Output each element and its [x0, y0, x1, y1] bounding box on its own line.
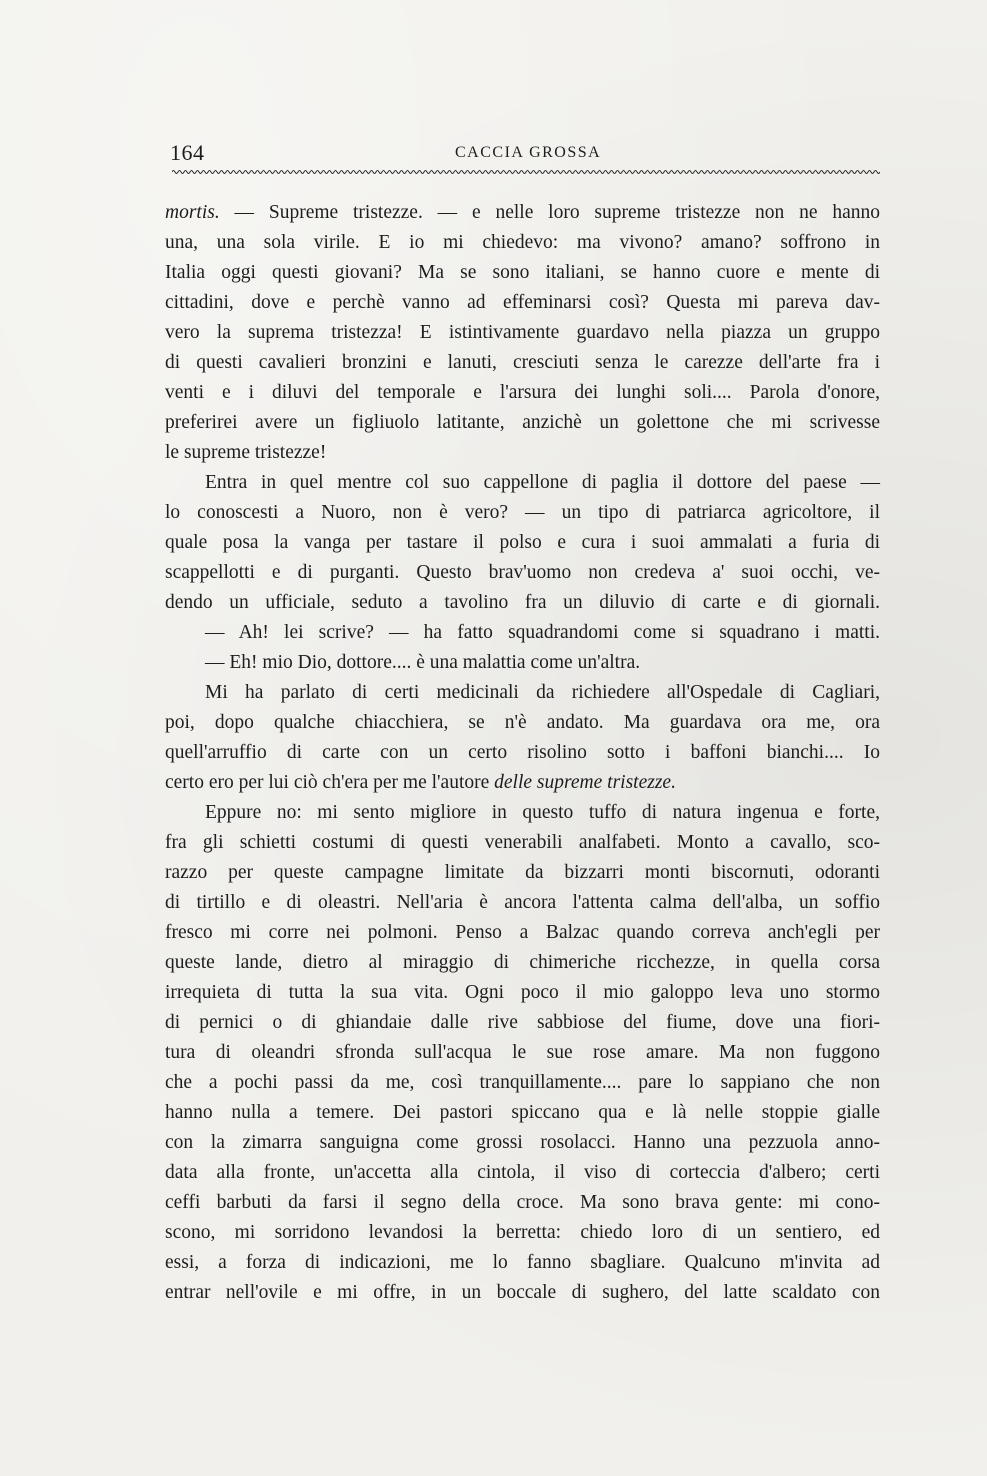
- line-text: dendo un ufficiale, seduto a tavolino fra un diluvio di carte e di giornali.: [165, 592, 880, 613]
- text-line: [165, 618, 880, 648]
- text-line: [165, 828, 880, 858]
- text-line: [165, 468, 880, 498]
- text-line: [165, 318, 880, 348]
- italic-word: mortis.: [165, 202, 220, 223]
- text-line: [165, 1248, 880, 1278]
- line-text: preferirei avere un figliuolo latitante, anzichè un golettone che mi scrivesse: [165, 412, 880, 433]
- line-text: una, una sola virile. E io mi chiedevo: ma vivono? amano? soffrono in: [165, 232, 880, 253]
- line-text: entrar nell'ovile e mi offre, in un boccale di sughero, del latte scaldato con: [165, 1282, 880, 1303]
- text-line: [165, 978, 880, 1008]
- line-text: fresco mi corre nei polmoni. Penso a Balzac quando correva anch'egli per: [165, 922, 880, 943]
- text-line: [165, 228, 880, 258]
- line-text: di questi cavalieri bronzini e lanuti, cresciuti senza le carezze dell'arte fra i: [165, 352, 880, 373]
- line-text: quale posa la vanga per tastare il polso e cura i suoi ammalati a furia di: [165, 532, 880, 553]
- line-text: irrequieta di tutta la sua vita. Ogni poco il mio galoppo leva uno stormo: [165, 982, 880, 1003]
- text-line: [165, 1128, 880, 1158]
- line-text: le supreme tristezze!: [165, 442, 327, 463]
- line-text: di pernici o di ghiandaie dalle rive sabbiose del fiume, dove una fiori-: [165, 1012, 880, 1033]
- text-line: [165, 378, 880, 408]
- line-text: ceffi barbuti da farsi il segno della croce. Ma sono brava gente: mi cono-: [165, 1192, 880, 1213]
- line-text: — Supreme tristezze. — e nelle loro supreme tristezze non ne hanno: [219, 202, 880, 223]
- text-line: [165, 738, 880, 768]
- line-text: Italia oggi questi giovani? Ma se sono italiani, se hanno cuore e mente di: [165, 262, 880, 283]
- text-line: [165, 948, 880, 978]
- line-text: quell'arruffio di carte con un certo risolino sotto i baffoni bianchi.... Io: [165, 742, 880, 763]
- line-text: Eppure no: mi sento migliore in questo tuffo di natura ingenua e forte,: [205, 802, 880, 823]
- line-text: — Eh! mio Dio, dottore.... è una malattia come un'altra.: [205, 652, 641, 673]
- line-text: poi, dopo qualche chiacchiera, se n'è andato. Ma guardava ora me, ora: [165, 712, 880, 733]
- line-text: hanno nulla a temere. Dei pastori spiccano qua e là nelle stoppie gialle: [165, 1102, 880, 1123]
- line-text: certo ero per lui ciò ch'era per me l'autore: [165, 772, 495, 793]
- line-text: scono, mi sorridono levandosi la berretta: chiedo loro di un sentiero, ed: [165, 1222, 880, 1243]
- line-text: — Ah! lei scrive? — ha fatto squadrandomi come si squadrano i matti.: [205, 622, 880, 643]
- text-line: [165, 1038, 880, 1068]
- line-text: data alla fronte, un'accetta alla cintola, il viso di corteccia d'albero; certi: [165, 1162, 880, 1183]
- page-number: 164: [170, 140, 205, 165]
- text-line: [165, 1218, 880, 1248]
- text-line: [165, 1158, 880, 1188]
- line-text: razzo per queste campagne limitate da bizzarri monti biscornuti, odoranti: [165, 862, 880, 883]
- running-title: CACCIA GROSSA: [455, 144, 602, 161]
- text-line: [165, 288, 880, 318]
- text-line: [165, 198, 880, 228]
- header-wavy-rule: [172, 168, 880, 176]
- text-line: [165, 1188, 880, 1218]
- text-line: [165, 768, 880, 798]
- text-line: [165, 798, 880, 828]
- line-text: con la zimarra sanguigna come grossi rosolacci. Hanno una pezzuola anno-: [165, 1132, 880, 1153]
- text-line: [165, 1068, 880, 1098]
- line-text: di tirtillo e di oleastri. Nell'aria è ancora l'attenta calma dell'alba, un soffio: [165, 892, 880, 913]
- line-text: cittadini, dove e perchè vanno ad effeminarsi così? Questa mi pareva dav-: [165, 292, 880, 313]
- line-text: lo conoscesti a Nuoro, non è vero? — un tipo di patriarca agricoltore, il: [165, 502, 880, 523]
- line-text: vero la suprema tristezza! E istintivamente guardavo nella piazza un gruppo: [165, 322, 880, 343]
- text-line: [165, 528, 880, 558]
- text-line: [165, 1098, 880, 1128]
- line-text: che a pochi passi da me, così tranquillamente.... pare lo sappiano che non: [165, 1072, 880, 1093]
- line-text: fra gli schietti costumi di questi venerabili analfabeti. Monto a cavallo, sco-: [165, 832, 880, 853]
- text-line: [165, 678, 880, 708]
- line-text: scappellotti e di purganti. Questo brav'uomo non credeva a' suoi occhi, ve-: [165, 562, 880, 583]
- text-line: [165, 348, 880, 378]
- text-line: [165, 648, 880, 678]
- text-line: [165, 588, 880, 618]
- text-line: [165, 1008, 880, 1038]
- text-line: [165, 708, 880, 738]
- text-line: [165, 438, 880, 468]
- italic-title: delle supreme tristezze.: [494, 772, 676, 793]
- text-line: [165, 918, 880, 948]
- line-text: essi, a forza di indicazioni, me lo fanno sbagliare. Qualcuno m'invita ad: [165, 1252, 880, 1273]
- line-text: Entra in quel mentre col suo cappellone di paglia il dottore del paese —: [205, 472, 880, 493]
- line-text: queste lande, dietro al miraggio di chimeriche ricchezze, in quella corsa: [165, 952, 880, 973]
- text-line: [165, 858, 880, 888]
- line-text: Mi ha parlato di certi medicinali da richiedere all'Ospedale di Cagliari,: [205, 682, 880, 703]
- text-line: [165, 558, 880, 588]
- page-header: [170, 140, 880, 170]
- text-line: [165, 1278, 880, 1308]
- text-line: [165, 258, 880, 288]
- body-text: [165, 198, 880, 1308]
- line-text: venti e i diluvi del temporale e l'arsura dei lunghi soli.... Parola d'onore,: [165, 382, 880, 403]
- text-line: [165, 888, 880, 918]
- text-line: [165, 498, 880, 528]
- text-line: [165, 408, 880, 438]
- line-text: tura di oleandri sfronda sull'acqua le sue rose amare. Ma non fuggono: [165, 1042, 880, 1063]
